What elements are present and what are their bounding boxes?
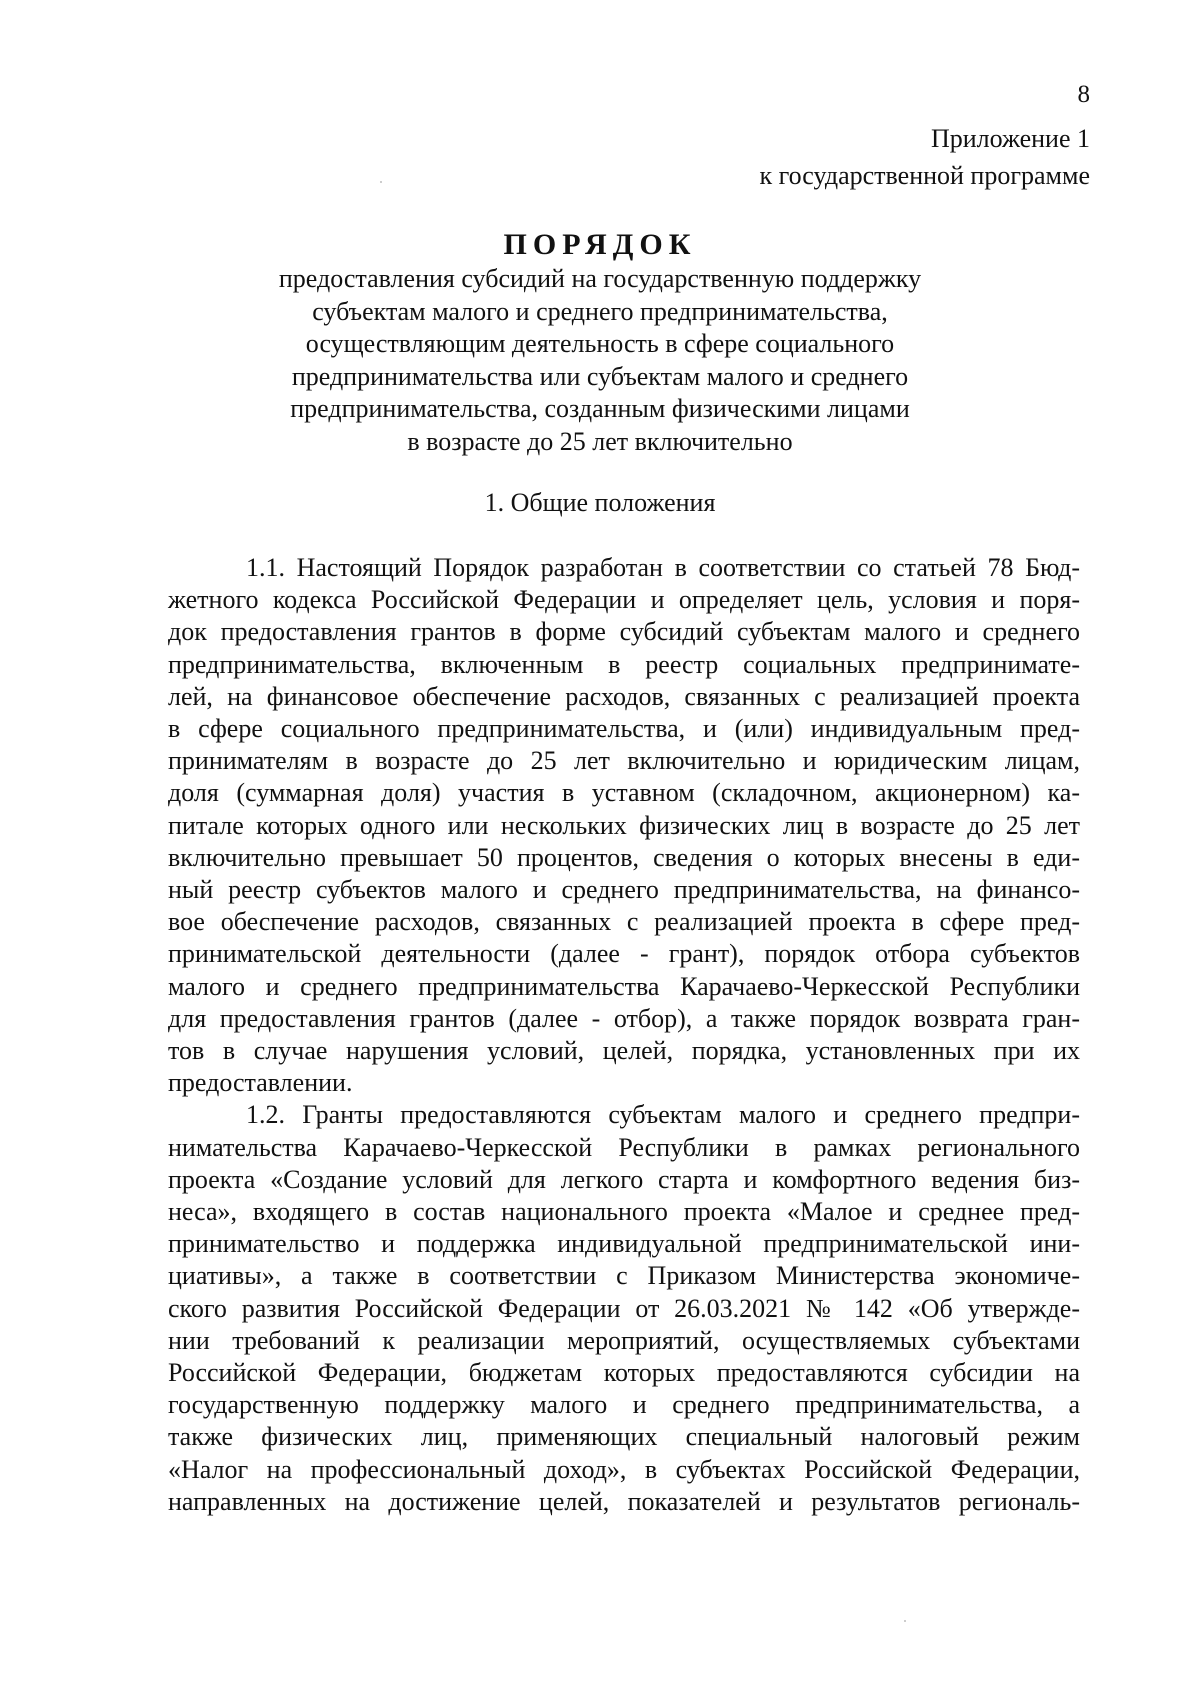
paragraph-line: предоставлении. — [168, 1068, 353, 1098]
scan-speck — [380, 181, 382, 183]
paragraph-line: нимательства Карачаево-Черкесской Республики в рамках регионального — [168, 1132, 1080, 1162]
appendix-reference — [760, 120, 1091, 194]
paragraph-line: жетного кодекса Российской Федерации и определяет цель, условия и поря- — [168, 585, 1080, 615]
paragraph-line: для предоставления грантов (далее - отбор), а также порядок возврата гран- — [168, 1003, 1080, 1033]
appendix-line: Приложение 1 — [930, 124, 1090, 153]
paragraph-line: тов в случае нарушения условий, целей, порядка, установленных при их — [168, 1036, 1080, 1066]
paragraph-line: включительно превышает 50 процентов, сведения о которых внесены в еди- — [168, 842, 1080, 872]
paragraph-line: «Налог на профессиональный доход», в субъектах Российской Федерации, — [168, 1454, 1080, 1484]
paragraph-line: принимательство и поддержка индивидуальной предпринимательской ини- — [168, 1229, 1080, 1259]
body-text — [168, 552, 1080, 1518]
paragraph-line: ского развития Российской Федерации от 26.03.2021 № 142 «Об утвержде- — [168, 1293, 1080, 1323]
section-heading: 1. Общие положения — [484, 488, 716, 517]
paragraph-line: Российской Федерации, бюджетам которых предоставляются субсидии на — [168, 1358, 1080, 1388]
document-subtitle — [0, 263, 1200, 458]
subtitle-line: предпринимательства или субъектам малого и среднего — [291, 361, 909, 391]
appendix-line: к государственной программе — [759, 161, 1090, 190]
paragraph-line: док предоставления грантов в форме субсидий субъектам малого и среднего — [168, 617, 1080, 647]
paragraph-line: проекта «Создание условий для легкого старта и комфортного ведения биз- — [168, 1164, 1080, 1194]
paragraph-line: в сфере социального предпринимательства, и (или) индивидуальным пред- — [168, 714, 1080, 744]
paragraph-line: лей, на финансовое обеспечение расходов, связанных с реализацией проекта — [168, 681, 1080, 711]
subtitle-line: в возрасте до 25 лет включительно — [407, 426, 793, 456]
paragraph-line: малого и среднего предпринимательства Карачаево-Черкесской Республики — [168, 971, 1080, 1001]
page-number: 8 — [1077, 81, 1090, 108]
paragraph-line: питале которых одного или нескольких физических лиц в возрасте до 25 лет — [168, 810, 1080, 840]
subtitle-line: осуществляющим деятельность в сфере социального — [305, 329, 895, 358]
subtitle-line: предпринимательства, созданным физическими лицами — [290, 394, 910, 423]
paragraph-line: направленных на достижение целей, показателей и результатов региональ- — [168, 1486, 1080, 1516]
paragraph-line: 1.2. Гранты предоставляются субъектам малого и среднего предпри- — [246, 1100, 1080, 1130]
paragraph-line: 1.1. Настоящий Порядок разработан в соответствии со статьей 78 Бюд- — [246, 553, 1080, 582]
paragraph-line: государственную поддержку малого и среднего предпринимательства, а — [168, 1390, 1080, 1420]
paragraph-line: принимательской деятельности (далее - грант), порядок отбора субъектов — [168, 939, 1080, 969]
subtitle-line: предоставления субсидий на государственную поддержку — [278, 264, 922, 293]
paragraph-line: неса», входящего в состав национального проекта «Малое и среднее пред- — [168, 1197, 1080, 1227]
paragraph-line: предпринимательства, включенным в реестр социальных предпринимате- — [168, 649, 1080, 679]
paragraph-line: принимателям в возрасте до 25 лет включительно и юридическим лицам, — [168, 746, 1080, 776]
document-title: ПОРЯДОК — [503, 228, 697, 261]
paragraph-line: доля (суммарная доля) участия в уставном (складочном, акционерном) ка- — [168, 778, 1080, 808]
subtitle-line: субъектам малого и среднего предпринимательства, — [312, 296, 888, 326]
scan-speck — [904, 1620, 906, 1622]
paragraph-line: вое обеспечение расходов, связанных с реализацией проекта в сфере пред- — [168, 907, 1080, 937]
paragraph-line: также физических лиц, применяющих специальный налоговый режим — [168, 1422, 1080, 1452]
paragraph-line: ный реестр субъектов малого и среднего предпринимательства, на финансо- — [168, 875, 1080, 905]
paragraph-line: нии требований к реализации мероприятий, осуществляемых субъектами — [168, 1325, 1080, 1355]
paragraph-line: циативы», а также в соответствии с Приказом Министерства экономиче- — [168, 1261, 1080, 1291]
